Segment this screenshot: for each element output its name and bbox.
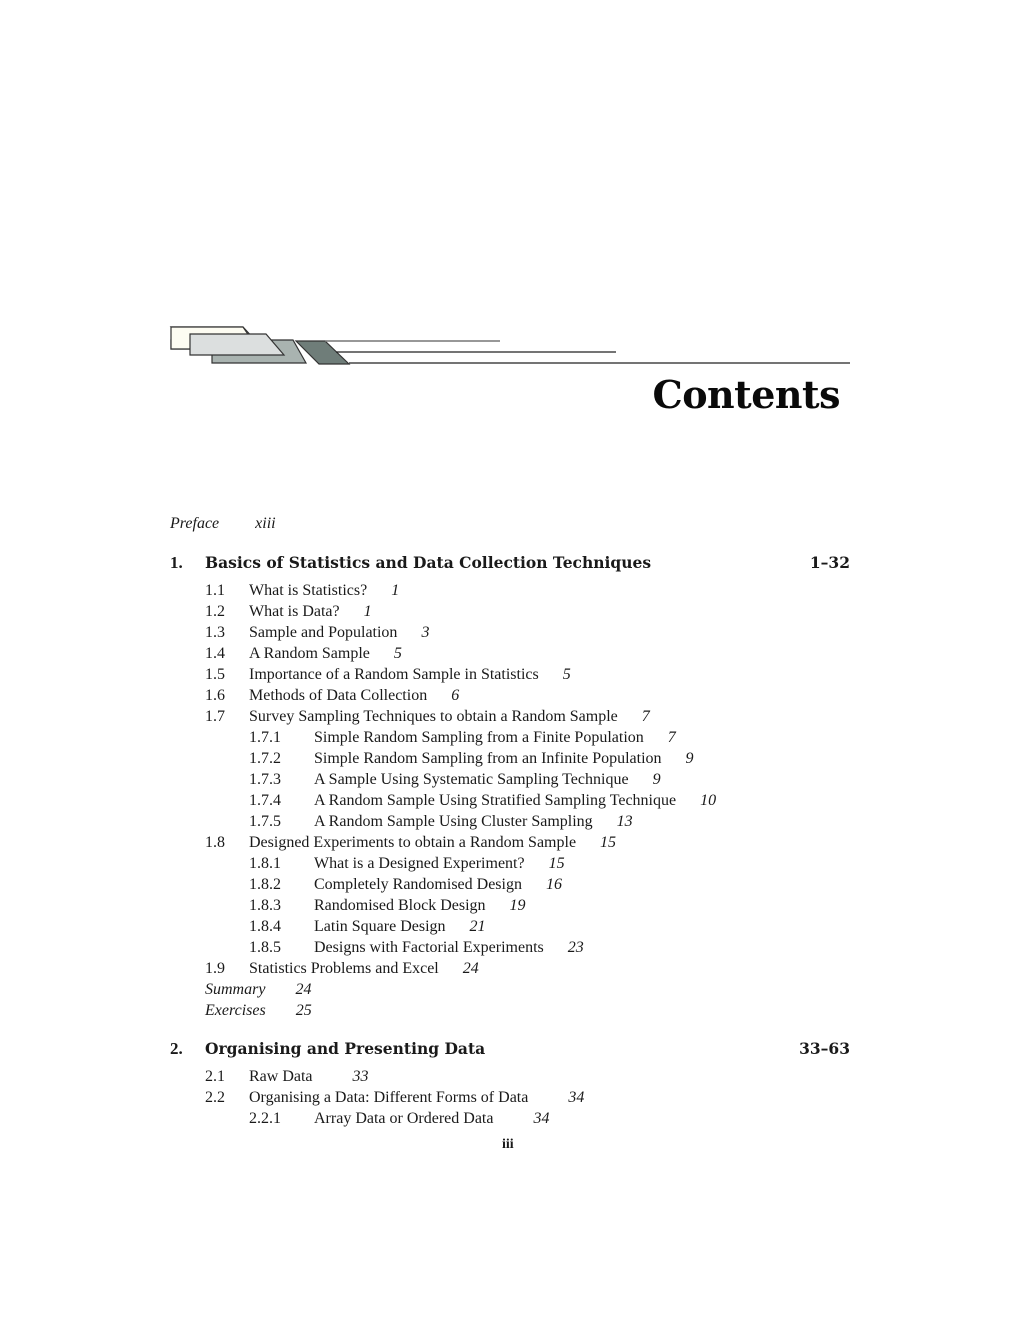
section-page: 1	[363, 603, 372, 620]
summary-page: 24	[295, 981, 312, 998]
subsection-number: 1.8.4	[249, 918, 281, 935]
section-page: 33	[352, 1068, 369, 1085]
header-decoration	[0, 0, 1020, 380]
subsection-page: 10	[700, 792, 717, 809]
section-number: 1.9	[205, 960, 225, 977]
section-page: 7	[641, 708, 650, 725]
section-number: 1.7	[205, 708, 225, 725]
chapter-title: Basics of Statistics and Data Collection Techniques	[205, 553, 652, 572]
subsection-page: 23	[567, 939, 584, 956]
subsection-title: A Sample Using Systematic Sampling Technique	[314, 771, 629, 788]
chapter-pages: 1–32	[809, 553, 850, 572]
subsection-title: Simple Random Sampling from an Infinite Population	[314, 750, 662, 767]
section-title: Methods of Data Collection	[249, 687, 428, 704]
exercises-page: 25	[295, 1002, 312, 1019]
subsection-page: 16	[545, 876, 562, 893]
section-page: 34	[568, 1089, 585, 1106]
section-number: 1.6	[205, 687, 225, 704]
section-page: 6	[451, 687, 460, 704]
preface-label: Preface	[170, 515, 220, 532]
section-page: 15	[600, 834, 617, 851]
section-title: A Random Sample	[249, 645, 370, 662]
subsection-number: 1.7.1	[249, 729, 281, 746]
subsection-page: 7	[667, 729, 676, 746]
subsection-number: 1.7.3	[249, 771, 281, 788]
chapter-title: Organising and Presenting Data	[205, 1039, 486, 1058]
subsection-title: A Random Sample Using Cluster Sampling	[314, 813, 593, 830]
deco-shape-light	[190, 334, 284, 355]
toc-exercises[interactable]	[205, 1001, 312, 1021]
subsection-title: Latin Square Design	[314, 918, 446, 935]
chapter-number: 1.	[170, 553, 183, 572]
section-title: Statistics Problems and Excel	[249, 960, 439, 977]
subsection-number: 1.7.5	[249, 813, 281, 830]
subsection-number: 1.8.3	[249, 897, 281, 914]
subsection-page: 13	[616, 813, 633, 830]
section-number: 1.4	[205, 645, 225, 662]
section-title: Organising a Data: Different Forms of Data	[249, 1089, 529, 1106]
section-title: Sample and Population	[249, 624, 398, 641]
section-title: Raw Data	[249, 1068, 313, 1085]
page-folio: iii	[502, 1137, 514, 1152]
section-number: 1.1	[205, 582, 225, 599]
subsection-title: A Random Sample Using Stratified Sampling Technique	[314, 792, 677, 809]
section-title: What is Statistics?	[249, 582, 368, 599]
subsection-page: 21	[469, 918, 486, 935]
subsection-page: 15	[548, 855, 565, 872]
subsection-page: 9	[685, 750, 694, 767]
exercises-label: Exercises	[205, 1002, 266, 1019]
section-title: Designed Experiments to obtain a Random Sample	[249, 834, 577, 851]
section-page: 5	[562, 666, 571, 683]
subsection-number: 1.7.2	[249, 750, 281, 767]
subsection-title: What is a Designed Experiment?	[314, 855, 525, 872]
subsection-number: 2.2.1	[249, 1110, 281, 1127]
preface-page: xiii	[255, 515, 276, 532]
subsection-title: Simple Random Sampling from a Finite Population	[314, 729, 644, 746]
subsection-page: 19	[509, 897, 526, 914]
section-number: 2.2	[205, 1089, 225, 1106]
chapter-number: 2.	[170, 1039, 183, 1058]
subsection-number: 1.7.4	[249, 792, 281, 809]
toc-preface[interactable]	[170, 514, 276, 534]
section-number: 2.1	[205, 1068, 225, 1085]
subsection-title: Randomised Block Design	[314, 897, 486, 914]
section-number: 1.8	[205, 834, 225, 851]
section-number: 1.3	[205, 624, 225, 641]
section-page: 3	[421, 624, 430, 641]
subsection-number: 1.8.5	[249, 939, 281, 956]
section-page: 5	[393, 645, 402, 662]
section-page: 24	[462, 960, 479, 977]
page-title: Contents	[652, 372, 840, 417]
subsection-number: 1.8.1	[249, 855, 281, 872]
section-number: 1.2	[205, 603, 225, 620]
toc-summary[interactable]	[205, 980, 311, 1000]
subsection-page: 34	[533, 1110, 550, 1127]
subsection-page: 9	[652, 771, 661, 788]
subsection-title: Completely Randomised Design	[314, 876, 522, 893]
section-page: 1	[391, 582, 400, 599]
section-title: Importance of a Random Sample in Statistics	[249, 666, 539, 683]
subsection-title: Array Data or Ordered Data	[314, 1110, 494, 1127]
subsection-number: 1.8.2	[249, 876, 281, 893]
section-title: Survey Sampling Techniques to obtain a Random Sample	[249, 708, 618, 725]
section-number: 1.5	[205, 666, 225, 683]
chapter-pages: 33–63	[799, 1039, 850, 1058]
section-title: What is Data?	[249, 603, 340, 620]
summary-label: Summary	[205, 981, 266, 998]
subsection-title: Designs with Factorial Experiments	[314, 939, 544, 956]
